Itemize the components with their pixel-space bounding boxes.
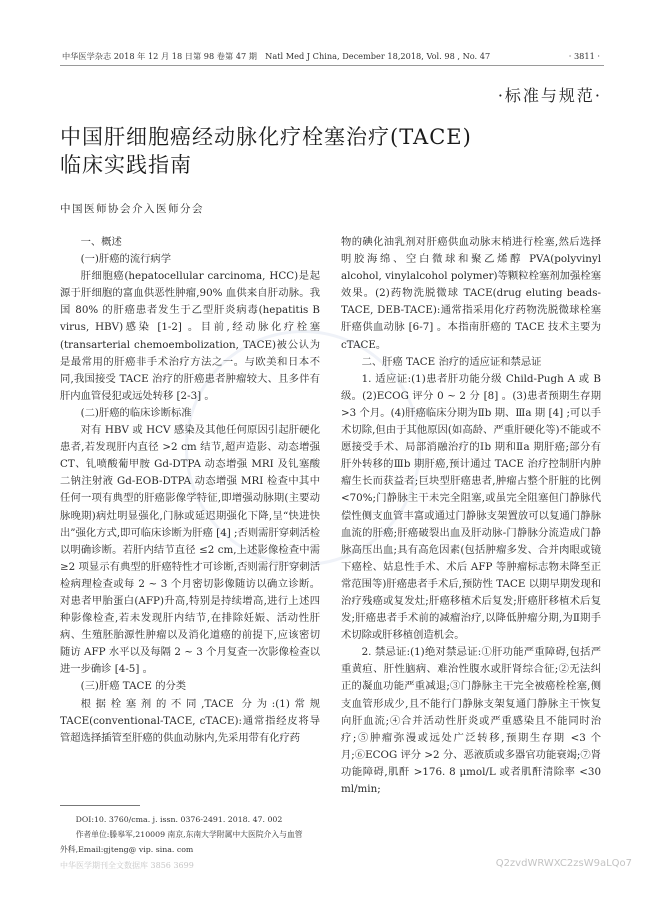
author-line: 中国医师协会介入医师分会: [60, 203, 204, 215]
author-unit-line: 作者单位:滕皋军,210009 南京,东南大学附属中大医院介入与血管外科,Email:gjteng@ vip. sina. com: [60, 830, 303, 854]
watermark-logo: [60, 860, 194, 871]
paragraph-indications: 1. 适应证:(1)患者肝功能分级 Child-Pugh A 或 B 级。(2)ECOG 评分 0 ~ 2 分 [8] 。(3)患者预期生存期 >3 个月。(4)肝癌临床分期为Ⅱb 期、Ⅲa 期 [4] ;可以手术切除,但由于其他原因(如高龄、严重肝硬化等)不能或不愿接受手术、局部消融治疗的Ⅰb 期和Ⅱa 期肝癌;部分有肝外转移的Ⅲb 期肝癌,预计通过 TACE 治疗控制肝内肿瘤生长而获益者;巨块型肝癌患者,肿瘤占整个肝脏的比例 <70%;门静脉主干未完全阻塞,或虽完全阻塞但门静脉代偿性侧支血管丰富或通过门静脉支架置放可以复通门静脉血流的肝癌;肝癌破裂出血及肝动脉-门静脉分流造成门静脉高压出血;具有高危因素(包括肿瘤多发、合并肉眼或镜下癌栓、姑息性手术、术后 AFP 等肿瘤标志物未降至正常范围等)肝癌患者手术后,预防性 TACE 以期早期发现和治疗残癌或复发灶;肝癌移植术后复发;肝癌肝移植术后复发;肝癌患者手术前的减瘤治疗,以降低肿瘤分期,为Ⅱ期手术切除或肝移植创造机会。: [341, 372, 601, 642]
section-tag: ·标准与规范·: [497, 86, 602, 105]
heading-classification: (三)肝癌 TACE 的分类: [80, 680, 187, 693]
heading-diagnosis: (二)肝癌的临床诊断标准: [80, 406, 192, 419]
footnote: [60, 812, 310, 857]
title-line-2: 临床实践指南: [60, 153, 192, 177]
heading-epidemiology: (一)肝癌的流行病学: [80, 253, 172, 266]
paragraph-classification-cont: 物的碘化油乳剂对肝癌供血动脉末梢进行栓塞,然后选择明胶海绵、空白微球和聚乙烯醇 PVA(polyvinyl alcohol, vinylalcohol polymer)等颗粒栓塞剂加强栓塞效果。(2)药物洗脱微球 TACE(drug eluting beads-TACE, DEB-TACE):通常指采用化疗药物洗脱微球栓塞肝癌供血动脉 [6-7] 。本指南肝癌的 TACE 技术主要为 cTACE。: [341, 236, 601, 351]
watermark-code: Q2zvdWRWXC2zsW9aLQo7: [495, 858, 632, 869]
footnote-rule: [60, 805, 140, 806]
article-title: [60, 123, 600, 179]
page-number: · 3811 ·: [568, 51, 600, 61]
left-column: [60, 234, 320, 747]
heading-indications: 二、肝癌 TACE 治疗的适应证和禁忌证: [361, 355, 542, 368]
title-line-1: 中国肝细胞癌经动脉化疗栓塞治疗(TACE): [60, 125, 472, 149]
header-rule: [60, 65, 604, 66]
doi-line: DOI:10. 3760/cma. j. issn. 0376-2491. 2018. 47. 002: [75, 815, 283, 824]
heading-overview: 一、概述: [80, 236, 122, 248]
watermark-logo-text: 中华医学期刊全文数据库 3856 3699: [60, 861, 194, 870]
running-header: 中华医学杂志 2018 年 12 月 18 日第 98 卷第 47 期 Natl Med J China, December 18,2018, Vol. 98 , No. 47: [62, 51, 491, 61]
right-column: [341, 234, 601, 798]
paragraph-diagnosis: 对有 HBV 或 HCV 感染及其他任何原因引起肝硬化患者,若发现肝内直径 >2 cm 结节,超声造影、动态增强 CT、钆喷酸葡甲胺 Gd-DTPA 动态增强 MRI 及钆塞酸二钠注射液 Gd-EOB-DTPA 动态增强 MRI 检查中其中任何一项有典型的肝癌影像学特征,即增强动脉期(主要动脉晚期)病灶明显强化,门脉或延迟期强化下降,呈“快进快出”强化方式,即可临床诊断为肝癌 [4] ;否则需肝穿刺活检以明确诊断。若肝内结节直径 ≤2 cm,上述影像检查中需 ≥2 项显示有典型的肝癌特性才可诊断,否则需行肝穿刺活检病理检查或每 2 ~ 3 个月密切影像随访以确立诊断。对患者甲胎蛋白(AFP)升高,特别是持续增高,进行上述四种影像检查,若未发现肝内结节,在排除妊娠、活动性肝病、生殖胚胎源性肿瘤以及消化道癌的前提下,应该密切随访 AFP 水平以及每隔 2 ~ 3 个月复查一次影像检查以进一步确诊 [4-5] 。: [60, 424, 320, 676]
paragraph-contraindications: 2. 禁忌证:(1)绝对禁忌证:①肝功能严重障碍,包括严重黄疸、肝性脑病、难治性腹水或肝肾综合征;②无法纠正的凝血功能严重减退;③门静脉主干完全被癌栓栓塞,侧支血管形成少,且不能行门静脉支架复通门静脉主干恢复向肝血流;④合并活动性肝炎或严重感染且不能同时治疗;⑤肿瘤弥漫或远处广泛转移,预期生存期 <3 个月;⑥ECOG 评分 >2 分、恶液质或多器官功能衰竭;⑦肾功能障碍,肌酐 >176. 8 μmol/L 或者肌酐清除率 <30 ml/min;: [341, 646, 601, 795]
paragraph-epidemiology: 肝细胞癌(hepatocellular carcinoma, HCC)是起源于肝细胞的富血供恶性肿瘤,90% 血供来自肝动脉。我国 80% 的肝癌患者发生于乙型肝炎病毒(hepatitis B virus, HBV)感染 [1-2] 。目前,经动脉化疗栓塞(transarterial chemoembolization, TACE)被公认为是最常用的肝癌非手术治疗方法之一。与欧美和日本不同,我国接受 TACE 治疗的肝癌患者肿瘤较大、且多伴有肝内血管侵犯或远处转移 [2-3] 。: [60, 270, 320, 402]
paragraph-classification: 根据栓塞剂的不同,TACE 分为:(1)常规 TACE(conventional-TACE, cTACE):通常指经皮将导管超选择插管至肝癌的供血动脉内,先采用带有化疗药: [60, 697, 320, 744]
